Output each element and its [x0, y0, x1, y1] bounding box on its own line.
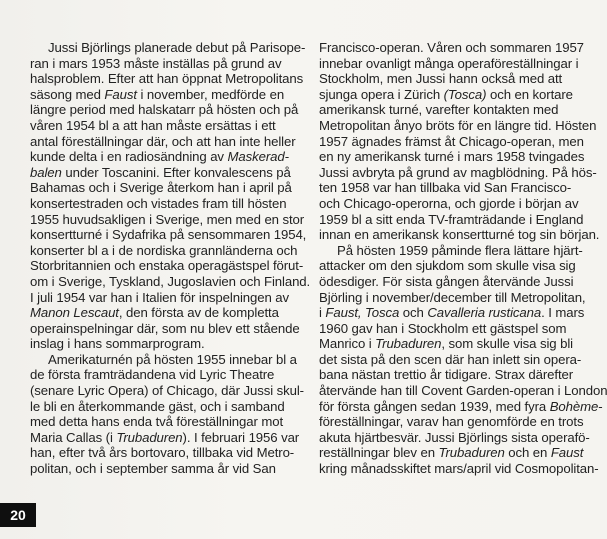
text-line: bana nästan trettio år tidigare. Strax därefter	[319, 367, 574, 383]
text-line: inslag i hans sommarprogram.	[30, 336, 205, 352]
opera-title: balen	[30, 164, 62, 180]
text-line: han, efter två års bortovaro, tillbaka vid Metro-	[30, 445, 295, 461]
text-line: 1959 bl a sitt enda TV-framträdande i England	[319, 211, 584, 227]
text-line: föreställningar, varav han genomförde en trots	[319, 414, 584, 430]
opera-title: Trubaduren	[116, 429, 183, 445]
text-run: ). I februari 1956 var	[182, 429, 300, 445]
paragraph	[30, 351, 304, 477]
text-line	[30, 149, 300, 165]
text-line: Storbritannien och enstaka operagästspel förut-	[30, 258, 304, 274]
text-line: konsertestraden och vistades fram till hösten	[30, 195, 287, 211]
text-line	[30, 305, 300, 321]
text-line: akuta hjärtbesvär. Jussi Björlings sista operafö-	[319, 429, 590, 445]
text-line: Francisco-operan. Våren och sommaren 1957	[319, 40, 584, 55]
text-line: konsertturné i Sydafrika på sensommaren 1954,	[30, 227, 307, 243]
text-line: halsproblem. Efter att han öppnat Metropolitans	[30, 71, 304, 87]
text-run: under Toscanini. Efter konvalescens på	[61, 164, 291, 180]
text-line: det sista på den scen där han inlett sin opera-	[319, 351, 582, 367]
text-line: längre period med halskatarr på hösten och på	[30, 102, 299, 118]
text-line: antal föreställningar där, och att han inte heller	[30, 133, 296, 149]
text-line: I juli 1954 var han i Italien för inspelningen av	[30, 289, 290, 305]
text-line	[319, 87, 581, 103]
right-column	[319, 40, 607, 477]
paragraph	[319, 40, 600, 243]
opera-title: Faust	[104, 86, 137, 102]
text-line: återvände han till Covent Garden-operan i London	[319, 383, 607, 399]
text-run: i november, medförde en	[136, 86, 285, 102]
text-run: säsong med	[30, 86, 105, 102]
text-run: och en kortare	[486, 86, 573, 102]
text-line: innan en amerikansk konsertturné tog sin början.	[319, 227, 600, 243]
text-line: en ny amerikansk turné i mars 1958 tvingades	[319, 149, 585, 165]
text-line	[319, 398, 603, 415]
opera-title: (Tosca)	[443, 86, 487, 102]
text-run: sjunga opera i Zürich	[319, 86, 444, 102]
text-line	[319, 336, 581, 352]
text-run: , den första av de kompletta	[118, 305, 279, 321]
text-line: och Chicago-operorna, och gjorde i början av	[319, 195, 579, 211]
text-line: politan, och i september samma år vid San	[30, 461, 276, 477]
text-run: i	[319, 305, 326, 321]
text-run: Maria Callas (i	[30, 429, 117, 445]
text-run: , som skulle visa sig bli	[441, 336, 573, 352]
text-line	[319, 305, 585, 321]
text-line: 1955 huvudsakligen i Sverige, men med en stor	[30, 211, 305, 227]
text-line: Metropolitan ånyo bröts för en längre tid. Hösten	[319, 117, 597, 133]
paragraph	[30, 40, 311, 352]
text-line: kring månadsskiftet mars/april vid Cosmopolitan-	[319, 461, 599, 477]
text-line: Stockholm, men Jussi hann också med att	[319, 71, 563, 87]
text-line: ödesdiger. För sista gången återvände Jussi	[319, 273, 574, 289]
text-line	[30, 430, 300, 446]
opera-title: Maskerad-	[227, 149, 289, 165]
text-line: Jussi avbryta på grund av magblödning. På hös-	[319, 164, 597, 180]
text-line: ten 1958 var han tillbaka vid San Francisco-	[319, 180, 572, 196]
text-line: de första framträdandena vid Lyric Theatre	[30, 367, 275, 383]
text-run: reställningar blev en	[319, 445, 439, 461]
text-run: och en	[504, 445, 551, 461]
text-line: ran i mars 1953 måste inställas på grund av	[30, 55, 282, 71]
opera-title: Manon Lescaut	[30, 305, 119, 321]
text-line: Amerikaturnén på hösten 1955 innebar bl a	[48, 351, 297, 367]
text-line: Jussi Björlings planerade debut på Parisope-	[48, 40, 306, 55]
opera-title: Faust	[550, 445, 584, 461]
text-line: 1957 ägnades främst åt Chicago-operan, men	[319, 133, 584, 149]
text-line: amerikansk turné, varefter kontakten med	[319, 102, 559, 118]
text-run: . I mars	[541, 305, 585, 321]
text-line	[319, 445, 584, 461]
text-line: konserter bl a i de nordiska grannländerna och	[30, 242, 298, 258]
text-run: och	[399, 305, 428, 321]
opera-title: Trubaduren	[375, 336, 442, 352]
left-column	[30, 40, 311, 477]
text-line: operainspelningar där, som nu blev ett stående	[30, 320, 300, 336]
opera-title: Bohème	[549, 398, 599, 414]
opera-title: Faust, Tosca	[325, 305, 400, 321]
text-run: kunde delta i en radiosändning av	[30, 149, 228, 165]
text-run: Manrico i	[319, 336, 376, 352]
text-line: innebar ovanligt många operaföreställningar i	[319, 55, 579, 71]
page-number: 20	[0, 503, 36, 527]
opera-title: Trubaduren	[438, 445, 505, 461]
text-line	[30, 165, 300, 181]
text-line	[30, 87, 300, 103]
text-line: Bahamas och i Sverige återkom han i april på	[30, 180, 292, 196]
text-run: för första gången sedan 1939, med fyra	[319, 398, 550, 414]
opera-title: Cavalleria rusticana	[427, 305, 542, 321]
paragraph	[319, 242, 607, 477]
text-line: Björling i november/december till Metropolitan,	[319, 289, 586, 305]
text-line: le bli en återkommande gäst, och i samband	[30, 398, 285, 414]
text-line: med detta hans enda två föreställningar mot	[30, 414, 284, 430]
text-line: På hösten 1959 påminde flera lättare hjärt-	[337, 242, 583, 258]
text-line: våren 1954 bl a att han måste ersättas i ett	[30, 117, 276, 133]
text-line: om i Sverige, Tyskland, Jugoslavien och Finland.	[30, 273, 311, 289]
text-line: (senare Lyric Opera) of Chicago, där Jussi skul-	[30, 383, 304, 399]
text-run: -	[598, 398, 603, 414]
text-line: attacker om den sjukdom som skulle visa sig	[319, 258, 576, 274]
text-line: 1960 gav han i Stockholm ett gästspel som	[319, 320, 567, 336]
